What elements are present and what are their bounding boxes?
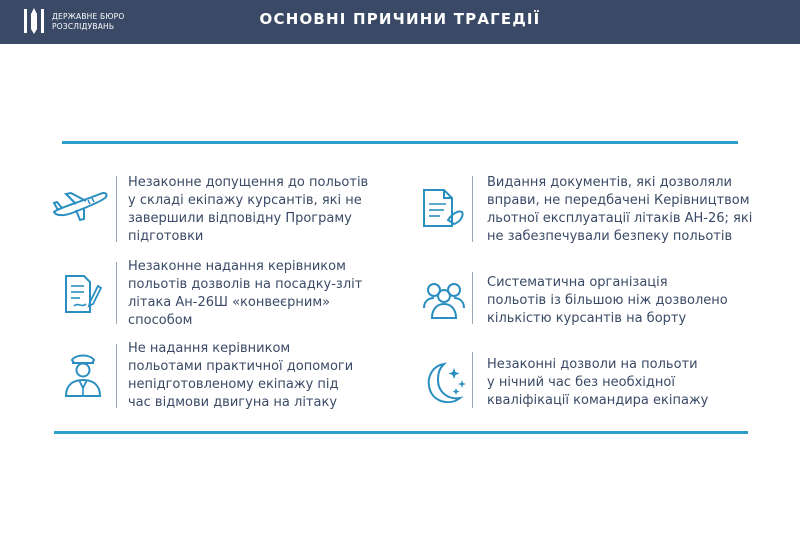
text-line: Видання документів, які дозволяли bbox=[487, 175, 732, 190]
airplane-icon bbox=[50, 188, 110, 224]
cause-text-6 bbox=[487, 356, 708, 410]
text-line: Незаконні дозволи на польоти bbox=[487, 357, 698, 372]
item-separator bbox=[116, 344, 117, 408]
item-separator bbox=[116, 176, 117, 242]
logo-line-2: РОЗСЛІДУВАНЬ bbox=[52, 22, 115, 31]
text-line: польотами практичної допомоги bbox=[128, 359, 354, 374]
text-line: час відмови двигуна на літаку bbox=[128, 395, 338, 410]
item-separator bbox=[116, 262, 117, 324]
item-separator bbox=[472, 272, 473, 324]
document-signature-icon bbox=[60, 272, 102, 316]
text-line: завершили відповідну Програму bbox=[128, 211, 352, 226]
text-line: непідготовленому екіпажу під bbox=[128, 377, 339, 392]
text-line: підготовки bbox=[128, 229, 204, 244]
bottom-divider bbox=[54, 431, 748, 434]
page-title: ОСНОВНІ ПРИЧИНИ ТРАГЕДІЇ bbox=[259, 10, 541, 28]
cause-text-3 bbox=[128, 258, 362, 330]
text-line: кваліфікації командира екіпажу bbox=[487, 393, 709, 408]
cause-text-5 bbox=[128, 340, 353, 412]
item-separator bbox=[472, 176, 473, 242]
text-line: польотів дозволів на посадку-зліт bbox=[128, 277, 363, 292]
text-line: кількістю курсантів на борту bbox=[487, 311, 687, 326]
text-line: льотної експлуатації літаків АН-26; які bbox=[487, 211, 753, 226]
top-divider bbox=[62, 141, 738, 144]
text-line: Не надання керівником bbox=[128, 341, 291, 356]
text-line: способом bbox=[128, 313, 193, 328]
cause-text-4 bbox=[487, 274, 728, 328]
header-bar bbox=[0, 0, 800, 44]
cause-text-2 bbox=[487, 174, 752, 246]
text-line: вправи, не передбачені Керівництвом bbox=[487, 193, 750, 208]
group-people-icon bbox=[422, 276, 466, 320]
document-pen-icon bbox=[418, 186, 466, 230]
item-separator bbox=[472, 352, 473, 408]
text-line: у складі екіпажу курсантів, які не bbox=[128, 193, 362, 208]
text-line: у нічний час без необхідної bbox=[487, 375, 675, 390]
cause-text-1 bbox=[128, 174, 368, 246]
text-line: не забезпечували безпеку польотів bbox=[487, 229, 733, 244]
pilot-icon bbox=[62, 350, 104, 398]
text-line: літака Ан-26Ш «конвеєрним» bbox=[128, 295, 331, 310]
text-line: Незаконне надання керівником bbox=[128, 259, 346, 274]
text-line: польотів із більшою ніж дозволено bbox=[487, 293, 728, 308]
moon-stars-icon bbox=[424, 360, 468, 406]
logo-line-1: ДЕРЖАВНЕ БЮРО bbox=[52, 12, 125, 21]
text-line: Незаконне допущення до польотів bbox=[128, 175, 369, 190]
text-line: Систематична організація bbox=[487, 275, 668, 290]
